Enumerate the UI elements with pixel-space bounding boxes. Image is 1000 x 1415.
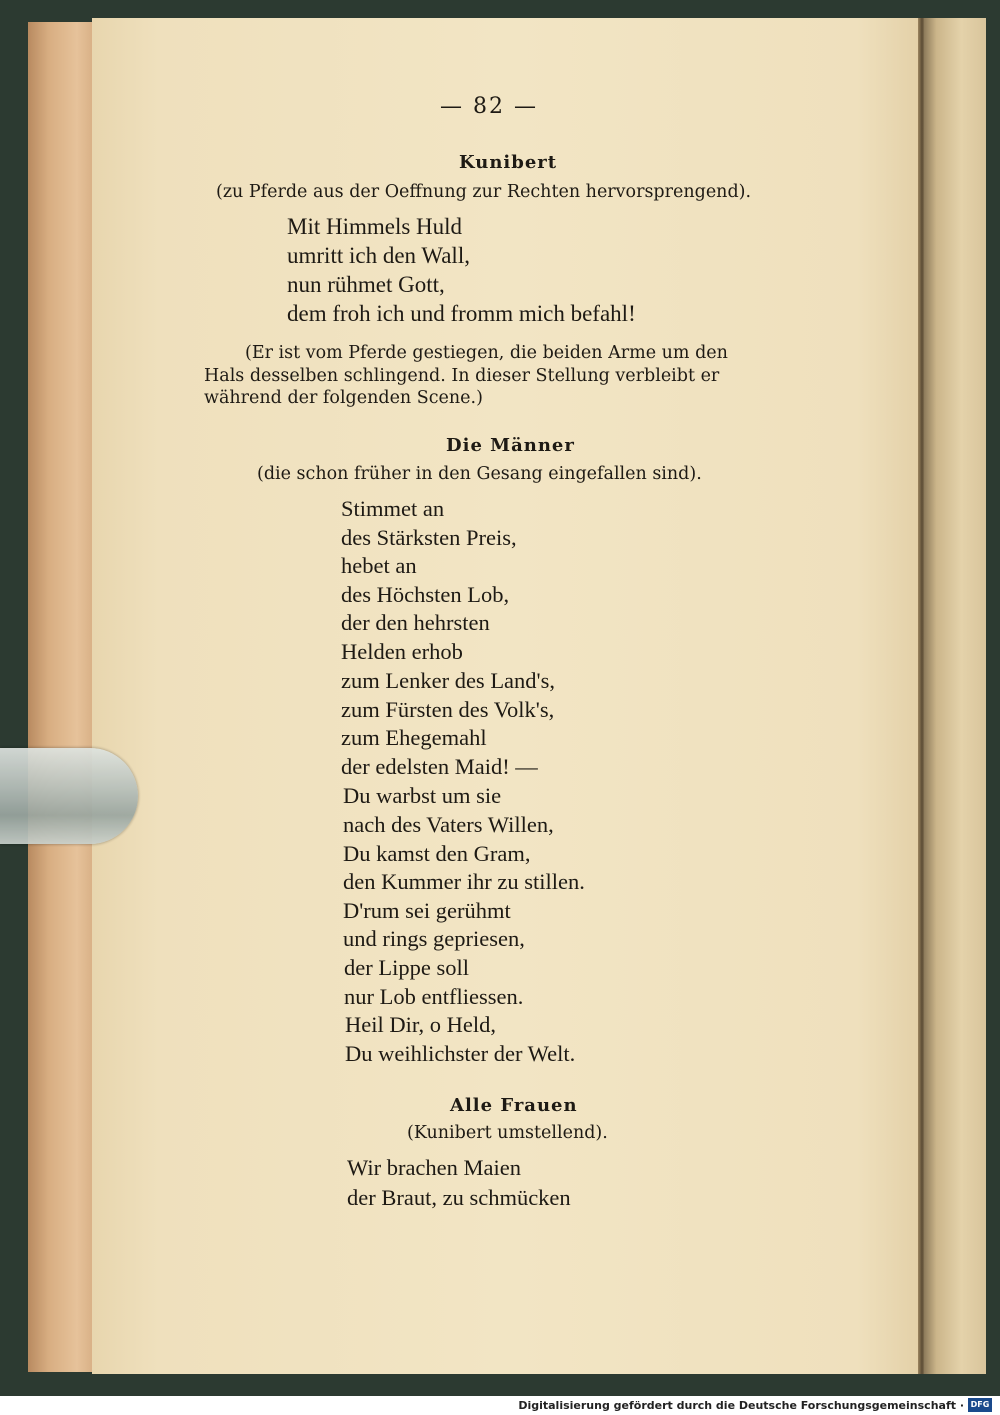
verse-line: der edelsten Maid! —	[341, 754, 538, 779]
verse-line: zum Ehegemahl	[341, 725, 487, 750]
verse-line: hebet an	[341, 553, 417, 578]
book-page-edges	[28, 22, 98, 1372]
verse-line: des Höchsten Lob,	[341, 582, 510, 607]
verse-line: Wir brachen Maien	[347, 1155, 522, 1180]
verse-line: des Stärksten Preis,	[341, 525, 517, 550]
page-number: — 82 —	[440, 94, 538, 119]
verse-line: Stimmet an	[341, 496, 445, 521]
stage-direction: Hals desselben schlingend. In dieser Stellung verbleibt er	[204, 366, 720, 386]
verse-line: den Kummer ihr zu stillen.	[343, 869, 585, 894]
facing-page-edge	[924, 18, 986, 1374]
verse-line: und rings gepriesen,	[343, 926, 525, 951]
verse-line: nach des Vaters Willen,	[343, 812, 554, 837]
verse-line: zum Fürsten des Volk's,	[341, 697, 555, 722]
verse-line: der Braut, zu schmücken	[347, 1185, 571, 1210]
verse-line: der Lippe soll	[344, 955, 469, 980]
speaker-kunibert: Kunibert	[459, 152, 558, 173]
speaker-die-maenner: Die Männer	[446, 435, 575, 456]
verse-line: Mit Himmels Huld	[287, 214, 463, 239]
footer-credit: Digitalisierung gefördert durch die Deutsche Forschungsgemeinschaft ·	[518, 1399, 964, 1412]
verse-line: umritt ich den Wall,	[287, 243, 470, 268]
stage-direction: (die schon früher in den Gesang eingefallen sind).	[257, 464, 702, 484]
verse-line: Du weihlichster der Welt.	[345, 1041, 576, 1066]
dfg-logo-icon: DFG	[968, 1398, 992, 1412]
stage-direction: (Kunibert umstellend).	[407, 1123, 608, 1143]
verse-line: nun rühmet Gott,	[287, 272, 445, 297]
stage-direction: während der folgenden Scene.)	[204, 388, 483, 408]
verse-line: dem froh ich und fromm mich befahl!	[287, 301, 636, 326]
verse-line: D'rum sei gerühmt	[343, 898, 511, 923]
speaker-alle-frauen: Alle Frauen	[450, 1095, 578, 1116]
verse-line: Heil Dir, o Held,	[345, 1012, 496, 1037]
stage-direction: (zu Pferde aus der Oeffnung zur Rechten hervorsprengend).	[216, 182, 752, 202]
verse-line: zum Lenker des Land's,	[341, 668, 555, 693]
verse-line: nur Lob entfliessen.	[344, 984, 524, 1009]
verse-line: Du warbst um sie	[343, 783, 502, 808]
verse-line: Du kamst den Gram,	[343, 841, 531, 866]
verse-line: Helden erhob	[341, 639, 463, 664]
verse-line: der den hehrsten	[341, 610, 490, 635]
bookmark-clip	[0, 748, 138, 844]
stage-direction: (Er ist vom Pferde gestiegen, die beiden Arme um den	[245, 343, 728, 363]
